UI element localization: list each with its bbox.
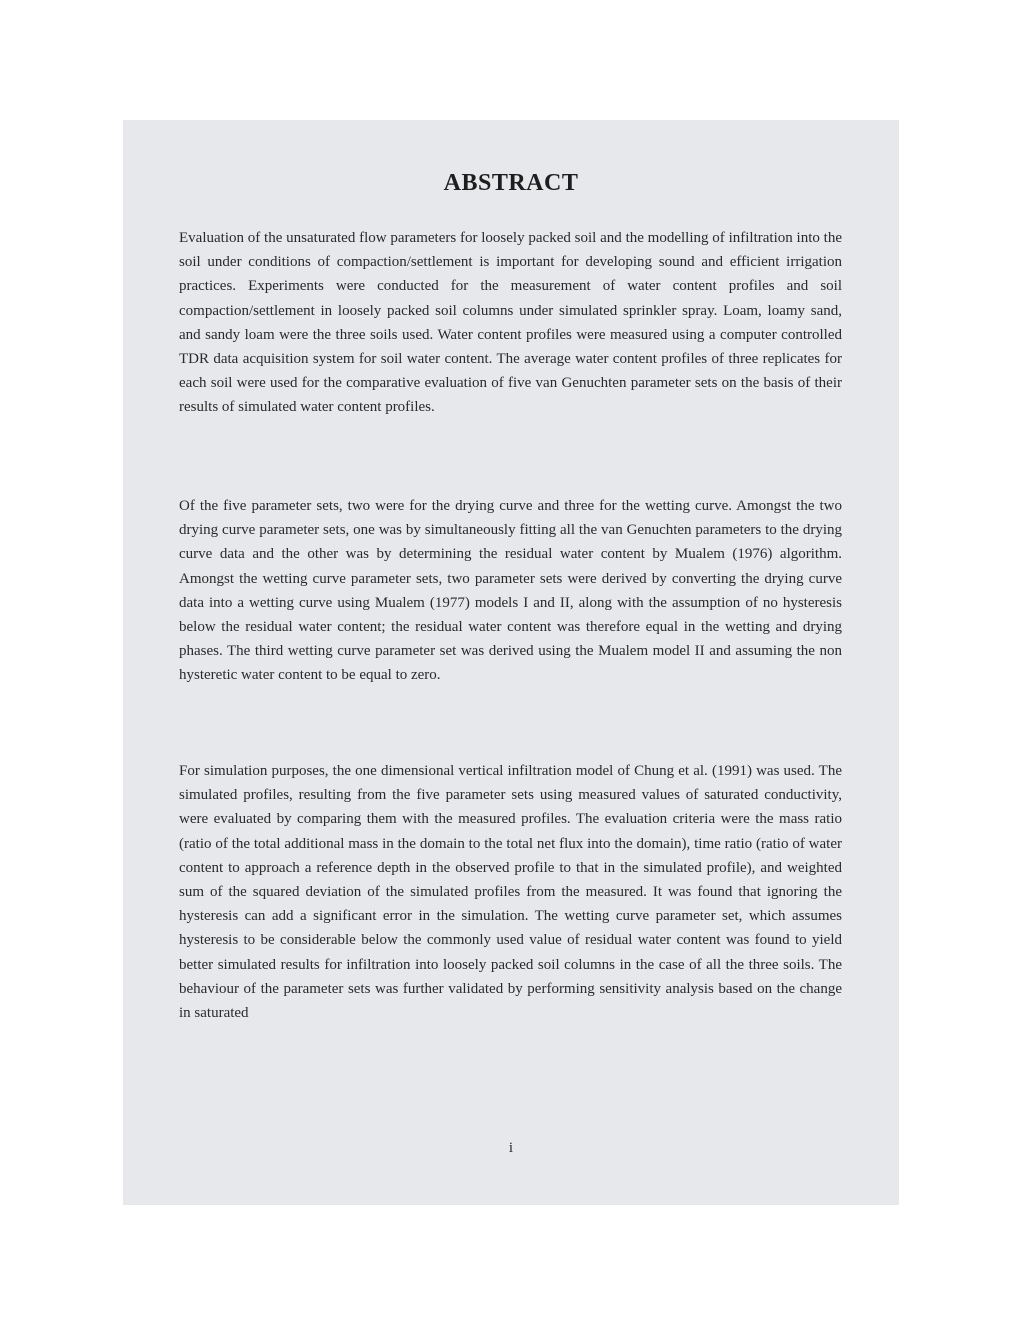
abstract-title: ABSTRACT [443, 170, 579, 196]
page-number: i [508, 1140, 514, 1156]
scanned-page [123, 120, 899, 1205]
abstract-paragraph-2: Of the five parameter sets, two were for the drying curve and three for the wetting curve. Amongst the two drying curve parameter sets, one was by simultaneously fitting all the van Genuchten parameters to the drying curve data and the other was by determining the residual water content by Mualem (1976) algorithm. Amongst the wetting curve parameter sets, two parameter sets were derived by converting the drying curve data into a wetting curve using Mualem (1977) models I and II, along with the assumption of no hysteresis below the residual water content; the residual water content was therefore equal in the wetting and drying phases. The third wetting curve parameter set was derived using the Mualem model II and assuming the non hysteretic water content to be equal to zero. [179, 498, 842, 684]
abstract-paragraph-3: For simulation purposes, the one dimensional vertical infiltration model of Chung et al. (1991) was used. The simulated profiles, resulting from the five parameter sets using measured values of saturated conductivity, were evaluated by comparing them with the measured profiles. The evaluation criteria were the mass ratio (ratio of the total additional mass in the domain to the total net flux into the domain), time ratio (ratio of water content to approach a reference depth in the observed profile to that in the simulated profile), and weighted sum of the squared deviation of the simulated profiles from the measured. It was found that ignoring the hysteresis can add a significant error in the simulation. The wetting curve parameter set, which assumes hysteresis to be considerable below the commonly used value of residual water content was found to yield better simulated results for infiltration into loosely packed soil columns in the case of all the three soils. The behaviour of the parameter sets was further validated by performing sensitivity analysis based on the change in saturated [179, 763, 842, 1022]
abstract-paragraph-1: Evaluation of the unsaturated flow parameters for loosely packed soil and the modelling of infiltration into the soil under conditions of compaction/settlement is important for developing sound and efficient irrigation practices. Experiments were conducted for the measurement of water content profiles and soil compaction/settlement in loosely packed soil columns under simulated sprinkler spray. Loam, loamy sand, and sandy loam were the three soils used. Water content profiles were measured using a computer controlled TDR data acquisition system for soil water content. The average water content profiles of three replicates for each soil were used for the comparative evaluation of five van Genuchten parameter sets on the basis of their results of simulated water content profiles. [179, 230, 842, 416]
